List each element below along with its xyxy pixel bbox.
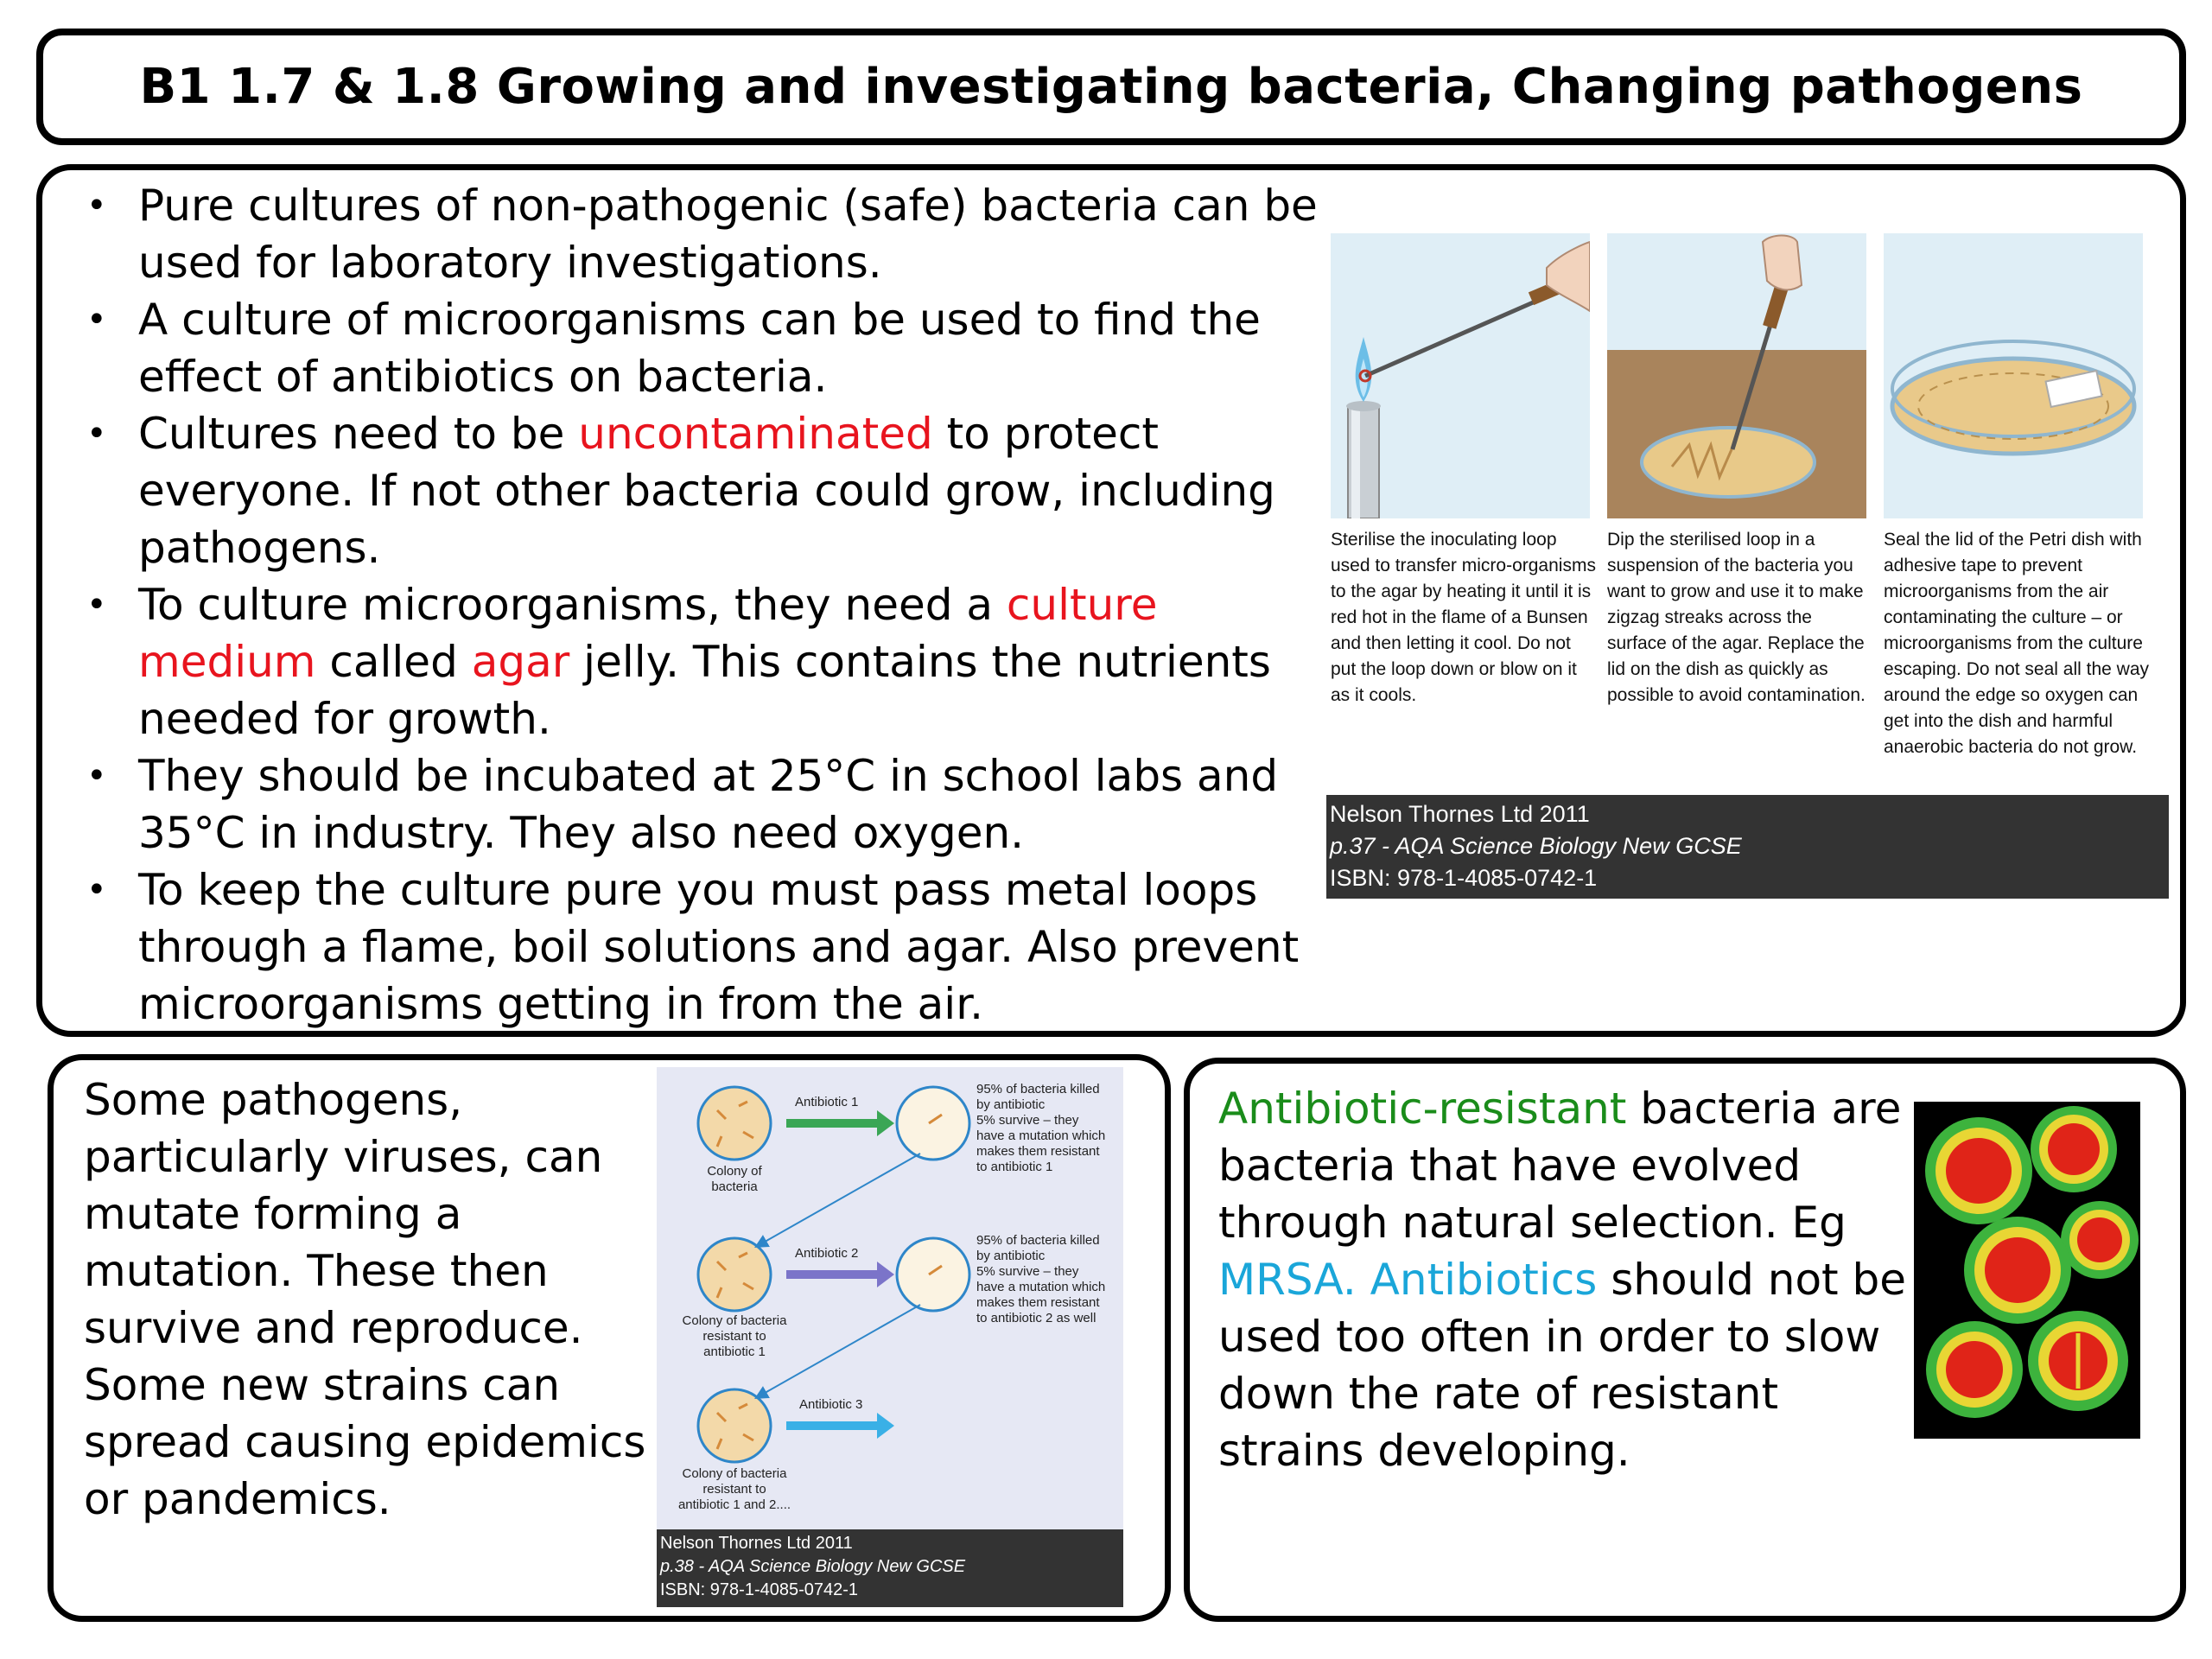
figure-caption-step1: Sterilise the inoculating loop used to transfer micro-organisms to the agar by heating it until it is red hot in the flame of a Bunsen and then letting it cool. Do not put the loop down or blow on it as it cools. bbox=[1331, 530, 1596, 705]
colony-label: bacteria bbox=[711, 1179, 758, 1194]
bunsen-burner-illustration bbox=[1331, 233, 1590, 518]
figure-caption-step3: Seal the lid of the Petri dish with adhesive tape to prevent microorganisms from the air contaminating the culture – or microorganisms from the culture escaping. Do not seal all the way around the edge so oxygen can get into the dish and harmful anaerobic bacteria do not grow. bbox=[1884, 530, 2150, 757]
colony-label: antibiotic 1 bbox=[703, 1344, 766, 1359]
survival-note: 95% of bacteria killed bbox=[976, 1082, 1100, 1096]
streaking-agar-illustration bbox=[1607, 233, 1866, 518]
bullet-icon: • bbox=[86, 186, 107, 226]
highlight-term: MRSA. bbox=[1218, 1255, 1357, 1305]
bullet-item bbox=[78, 177, 1339, 291]
highlight-term: agar bbox=[471, 637, 570, 687]
bullet-icon: • bbox=[86, 756, 107, 796]
bullet-item bbox=[78, 291, 1339, 405]
highlight-term: uncontaminated bbox=[578, 409, 933, 459]
figure-credit bbox=[1326, 795, 2169, 899]
survival-note: makes them resistant bbox=[976, 1144, 1100, 1159]
bullet-text: Pure cultures of non-pathogenic (safe) bacteria can be used for laboratory investigations. bbox=[138, 181, 1318, 288]
resistance-text: Antibiotic-resistant bacteria are bacteria that have evolved through natural selection. Eg MRSA. Antibiotics should not be used too often in order to slow down the rate of resistant strains developing. bbox=[1218, 1084, 1907, 1476]
bullet-item bbox=[78, 405, 1365, 576]
highlight-term: culture medium bbox=[138, 580, 1158, 687]
bullet-icon: • bbox=[86, 300, 107, 340]
antibiotic-2-label: Antibiotic 2 bbox=[795, 1246, 859, 1261]
credit-isbn: ISBN: 978-1-4085-0742-1 bbox=[1330, 865, 1598, 891]
highlight-term: Antibiotics bbox=[1370, 1255, 1598, 1305]
highlight-term: Antibiotic-resistant bbox=[1218, 1084, 1627, 1134]
credit-publisher: Nelson Thornes Ltd 2011 bbox=[1330, 801, 1590, 827]
mrsa-micrograph bbox=[1914, 1102, 2140, 1439]
page-title: B1 1.7 & 1.8 Growing and investigating bacteria, Changing pathogens bbox=[139, 59, 2083, 115]
bullet-text: Cultures need to be uncontaminated to protect everyone. If not other bacteria could grow, including pathogens. bbox=[138, 409, 1275, 573]
bullet-icon: • bbox=[86, 585, 107, 625]
bullet-item bbox=[78, 747, 1339, 861]
colony-label: Colony of bacteria bbox=[682, 1313, 787, 1328]
survival-note: makes them resistant bbox=[976, 1295, 1100, 1310]
survival-note: 5% survive – they bbox=[976, 1264, 1079, 1279]
bullet-icon: • bbox=[86, 414, 107, 454]
survival-note: have a mutation which bbox=[976, 1280, 1106, 1294]
survival-note: by antibiotic bbox=[976, 1249, 1046, 1263]
colony-label: antibiotic 1 and 2.... bbox=[677, 1497, 791, 1512]
mutation-text: Some pathogens, particularly viruses, can mutate forming a mutation. These then survive and reproduce. Some new strains can spread causing epidemics or pandemics. bbox=[84, 1075, 646, 1524]
diagram-credit bbox=[657, 1529, 1123, 1607]
survival-note: 95% of bacteria killed bbox=[976, 1233, 1100, 1248]
credit-publisher: Nelson Thornes Ltd 2011 bbox=[660, 1534, 853, 1553]
bullet-list bbox=[78, 177, 1339, 1033]
survival-note: to antibiotic 2 as well bbox=[976, 1311, 1096, 1325]
antibiotic-3-label: Antibiotic 3 bbox=[799, 1397, 863, 1412]
bullet-text: To culture microorganisms, they need a culture medium called agar jelly. This contains the nutrients needed for growth. bbox=[138, 580, 1271, 744]
bullet-icon: • bbox=[86, 870, 107, 910]
survival-note: have a mutation which bbox=[976, 1128, 1106, 1143]
colony-label: Colony of bacteria bbox=[682, 1466, 787, 1481]
credit-source: p.37 - AQA Science Biology New GCSE bbox=[1330, 833, 1742, 859]
credit-isbn: ISBN: 978-1-4085-0742-1 bbox=[660, 1580, 859, 1599]
mutation-diagram bbox=[657, 1067, 1123, 1529]
colony-label: resistant to bbox=[702, 1329, 766, 1344]
title-box bbox=[36, 29, 2186, 145]
antibiotic-1-label: Antibiotic 1 bbox=[795, 1095, 859, 1109]
colony-label: resistant to bbox=[702, 1482, 766, 1497]
survival-note: to antibiotic 1 bbox=[976, 1160, 1053, 1174]
credit-source: p.38 - AQA Science Biology New GCSE bbox=[660, 1557, 966, 1576]
bullet-item bbox=[78, 576, 1339, 747]
bullet-text: To keep the culture pure you must pass metal loops through a flame, boil solutions and agar. Also prevent microorganisms getting in from the air. bbox=[138, 865, 1300, 1029]
sealed-petri-dish-illustration bbox=[1884, 233, 2143, 518]
bullet-item bbox=[78, 861, 1339, 1033]
survival-note: 5% survive – they bbox=[976, 1113, 1079, 1128]
figure-caption-step2: Dip the sterilised loop in a suspension of the bacteria you want to grow and use it to make zigzag streaks across the surface of the agar. Replace the lid on the dish as quickly as possible to avoid contamination. bbox=[1607, 530, 1866, 705]
colony-label: Colony of bbox=[707, 1164, 762, 1179]
bullet-text: A culture of microorganisms can be used to find the effect of antibiotics on bacteria. bbox=[138, 295, 1261, 402]
bullet-text: They should be incubated at 25°C in school labs and 35°C in industry. They also need oxygen. bbox=[138, 751, 1279, 858]
survival-note: by antibiotic bbox=[976, 1097, 1046, 1112]
